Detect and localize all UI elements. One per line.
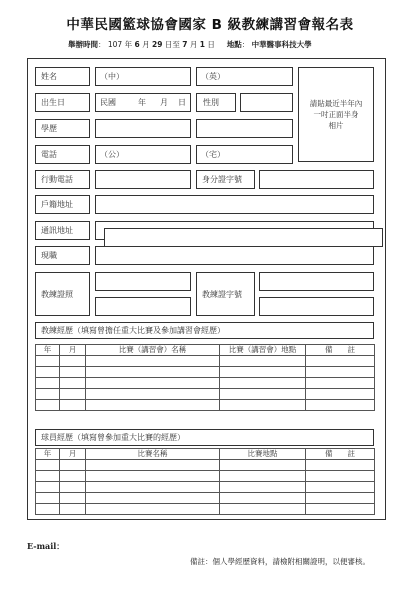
gender-label: 性別 (203, 98, 219, 107)
coach-history-cell[interactable] (220, 378, 306, 389)
header-event-name: 比賽（講習會）名稱 (86, 345, 220, 356)
coach-history-cell[interactable] (60, 356, 86, 367)
player-history-cell[interactable] (60, 460, 86, 471)
player-history-row (36, 482, 375, 493)
coach-history-title: 教練經歷（填寫曾擔任重大比賽及參加講習會經歷） (41, 326, 225, 335)
coach-license-no-label: 教練證字號 (202, 290, 242, 299)
mailing-address-label-box (35, 221, 90, 240)
header-event-location: 比賽（講習會）地點 (220, 345, 306, 356)
email-label: E-mail： (27, 541, 65, 551)
coach-history-cell[interactable] (220, 367, 306, 378)
player-history-cell[interactable] (36, 493, 60, 504)
coach-license-field-1[interactable] (95, 272, 191, 291)
schedule-end-month: 7 (182, 40, 188, 49)
coach-license-no-field-1[interactable] (259, 272, 374, 291)
coach-history-cell[interactable] (306, 378, 375, 389)
header-month: 月 (60, 345, 86, 356)
form-title: 中華民國籃球協會國家 B 級教練講習會報名表 (66, 17, 354, 33)
header-year: 年 (36, 449, 60, 460)
mobile-label-box (35, 170, 90, 189)
player-history-row (36, 493, 375, 504)
player-history-header-row (36, 449, 375, 460)
coach-history-cell[interactable] (306, 389, 375, 400)
player-history-table (35, 448, 375, 515)
birth-label: 出生日 (41, 98, 65, 107)
education-field-2[interactable] (196, 119, 293, 138)
coach-history-cell[interactable] (306, 356, 375, 367)
player-history-cell[interactable] (86, 504, 220, 515)
current-job-label-box (35, 246, 90, 265)
player-history-cell[interactable] (220, 504, 306, 515)
coach-history-cell[interactable] (220, 389, 306, 400)
gender-field[interactable] (240, 93, 293, 112)
photo-box[interactable] (298, 67, 374, 162)
name-en-field[interactable]: （英） (196, 67, 293, 86)
phone-home-field[interactable]: （宅） (196, 145, 293, 164)
household-address-field[interactable] (95, 195, 374, 214)
location-value: 中華醫事科技大學 (251, 40, 312, 49)
current-job-field[interactable] (95, 246, 374, 265)
player-history-row (36, 504, 375, 515)
photo-instructions: 請貼最近半年內 一吋正面半身 相片 (309, 99, 363, 130)
header-remarks: 備 註 (306, 345, 375, 356)
coach-history-cell[interactable] (36, 400, 60, 411)
player-history-cell[interactable] (60, 482, 86, 493)
player-history-cell[interactable] (60, 493, 86, 504)
household-address-label-box (35, 195, 90, 214)
player-history-cell[interactable] (306, 460, 375, 471)
coach-license-no-field-2[interactable] (259, 297, 374, 316)
birth-label-box (35, 93, 90, 112)
coach-history-cell[interactable] (36, 356, 60, 367)
mailing-address-label: 通訊地址 (41, 226, 73, 235)
id-number-field[interactable] (259, 170, 374, 189)
schedule-label: 舉辦時間 (68, 40, 98, 49)
coach-license-no-label-box (196, 272, 255, 316)
mailing-address-overlay-field[interactable] (104, 228, 383, 247)
header-event-location: 比賽地點 (220, 449, 306, 460)
player-history-cell[interactable] (60, 504, 86, 515)
name-label: 姓名 (41, 72, 57, 81)
education-label: 學歷 (41, 124, 57, 133)
player-history-title: 球員經歷（填寫曾參加重大比賽的經歷） (41, 433, 185, 442)
header-remarks: 備 註 (306, 449, 375, 460)
player-history-row (36, 471, 375, 482)
player-history-cell[interactable] (36, 471, 60, 482)
schedule-start-month: 6 (134, 40, 140, 49)
player-history-cell[interactable] (220, 471, 306, 482)
player-history-cell[interactable] (220, 482, 306, 493)
player-history-cell[interactable] (60, 471, 86, 482)
player-history-cell[interactable] (306, 471, 375, 482)
coach-history-cell[interactable] (60, 378, 86, 389)
coach-history-cell[interactable] (60, 367, 86, 378)
coach-history-row (36, 400, 375, 411)
player-history-cell[interactable] (220, 460, 306, 471)
coach-license-label: 教練證照 (41, 290, 73, 299)
phone-label-box (35, 145, 90, 164)
coach-history-cell[interactable] (86, 400, 220, 411)
coach-history-cell[interactable] (60, 389, 86, 400)
mobile-label: 行動電話 (41, 175, 73, 184)
education-label-box (35, 119, 90, 138)
coach-history-cell[interactable] (86, 367, 220, 378)
id-number-label: 身分證字號 (202, 175, 242, 184)
coach-history-row (36, 378, 375, 389)
player-history-cell[interactable] (36, 504, 60, 515)
coach-history-header-row (36, 345, 375, 356)
schedule-line: 舉辦時間： 107 年 6 月 29 日至 7 月 1 日 地點： 中華醫事科技大學 (68, 40, 312, 49)
player-history-cell[interactable] (306, 482, 375, 493)
schedule-end-day: 1 (199, 40, 205, 49)
coach-history-cell[interactable] (36, 378, 60, 389)
birth-field[interactable]: 民國 年 月 日 (95, 93, 191, 112)
coach-license-label-box (35, 272, 90, 316)
footer-note: 備註：個人學經歷資料，請檢附相關證明，以便審核。 (190, 557, 370, 566)
coach-history-cell[interactable] (60, 400, 86, 411)
player-history-cell[interactable] (220, 493, 306, 504)
header-month: 月 (60, 449, 86, 460)
coach-history-cell[interactable] (36, 389, 60, 400)
player-history-row (36, 460, 375, 471)
id-number-label-box (196, 170, 255, 189)
coach-history-table (35, 344, 375, 411)
coach-history-row (36, 356, 375, 367)
coach-history-row (36, 389, 375, 400)
coach-history-cell[interactable] (86, 378, 220, 389)
name-label-box (35, 67, 90, 86)
schedule-start-day: 29 (152, 40, 163, 49)
current-job-label: 現職 (41, 251, 57, 260)
coach-history-row (36, 367, 375, 378)
player-history-title-box (35, 429, 374, 446)
player-history-cell[interactable] (36, 460, 60, 471)
coach-history-cell[interactable] (220, 400, 306, 411)
player-history-cell[interactable] (86, 471, 220, 482)
player-history-cell[interactable] (86, 493, 220, 504)
household-address-label: 戶籍地址 (41, 200, 73, 209)
coach-history-cell[interactable] (306, 400, 375, 411)
coach-license-field-2[interactable] (95, 297, 191, 316)
mobile-field[interactable] (95, 170, 191, 189)
phone-label: 電話 (41, 150, 57, 159)
name-zh-field[interactable]: （中） (95, 67, 191, 86)
coach-history-title-box (35, 322, 374, 339)
player-history-cell[interactable] (306, 493, 375, 504)
player-history-cell[interactable] (36, 482, 60, 493)
schedule-year: 107 (107, 40, 123, 49)
player-history-cell[interactable] (306, 504, 375, 515)
phone-office-field[interactable]: （公） (95, 145, 191, 164)
education-field-1[interactable] (95, 119, 191, 138)
coach-history-cell[interactable] (306, 367, 375, 378)
coach-history-cell[interactable] (86, 356, 220, 367)
location-label: 地點 (226, 40, 242, 49)
coach-history-cell[interactable] (36, 367, 60, 378)
header-year: 年 (36, 345, 60, 356)
player-history-cell[interactable] (86, 460, 220, 471)
coach-history-cell[interactable] (86, 389, 220, 400)
coach-history-cell[interactable] (220, 356, 306, 367)
header-event-name: 比賽名稱 (86, 449, 220, 460)
gender-label-box (196, 93, 236, 112)
player-history-cell[interactable] (86, 482, 220, 493)
